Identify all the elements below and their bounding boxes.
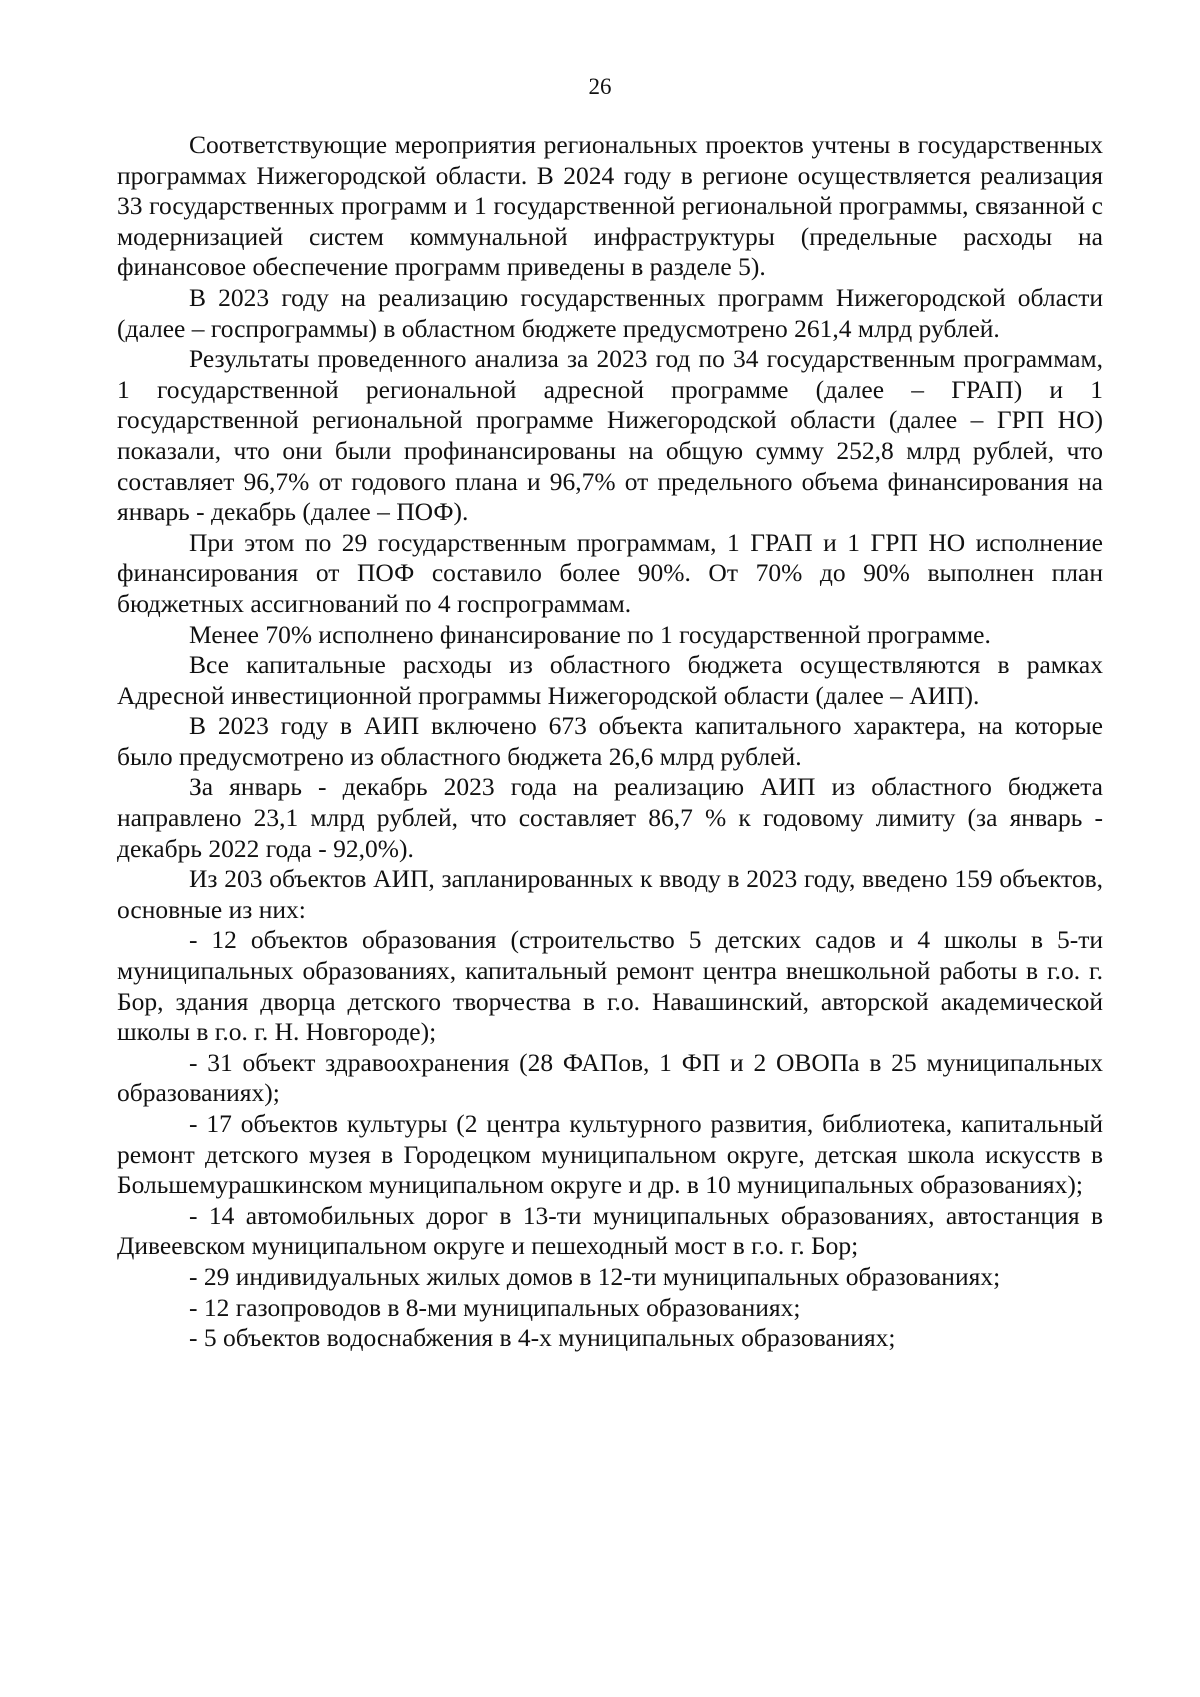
paragraph-aip-objects: В 2023 году в АИП включено 673 объекта капитального характера, на которые было предусмотрено из областного бюджета 26,6 млрд рублей. [117,711,1103,771]
paragraph-state-programs-budget: В 2023 году на реализацию государственных программ Нижегородской области (далее – госпрограммы) в областном бюджете предусмотрено 261,4 млрд рублей. [117,282,1103,343]
list-item-education: - 12 объектов образования (строительство 5 детских садов и 4 школы в 5-ти муниципальных образованиях, капитальный ремонт центра внешкольной работы в г.о. г. Бор, здания дворца детского творчества в г.о. Навашинский, авторской академической школы в г.о. г. Н. Новгороде); [117,925,1103,1047]
list-item-housing: - 29 индивидуальных жилых домов в 12-ти муниципальных образованиях; [189,1261,1001,1291]
page-number: 26 [588,74,612,99]
paragraph-analysis-results: Результаты проведенного анализа за 2023 год по 34 государственным программам, 1 государственной региональной адресной программе (далее – ГРАП) и 1 государственной региональной программе Нижегородской области (далее – ГРП НО) показали, что они были профинансированы на общую сумму 252,8 млрд рублей, что составляет 96,7% от годового плана и 96,7% от предельного объема финансирования на январь - декабрь (далее – ПОФ). [117,344,1103,527]
paragraph-execution-over-90: При этом по 29 государственным программам, 1 ГРАП и 1 ГРП НО исполнение финансирования от ПОФ составило более 90%. От 70% до 90% выполнен план бюджетных ассигнований по 4 госпрограммам. [117,527,1103,618]
paragraph-aip-funding: За январь - декабрь 2023 года на реализацию АИП из областного бюджета направлено 23,1 млрд рублей, что составляет 86,7 % к годовому лимиту (за январь - декабрь 2022 года - 92,0%). [117,772,1103,863]
list-item-water-supply: - 5 объектов водоснабжения в 4-х муниципальных образованиях; [189,1323,896,1353]
paragraph-regional-projects: Соответствующие мероприятия региональных проектов учтены в государственных программах Нижегородской области. В 2024 году в регионе осуществляется реализация 33 государственных программ и 1 государственной региональной программы, связанной с модернизацией систем коммунальной инфраструктуры (предельные расходы на финансовое обеспечение программ приведены в разделе 5). [117,130,1103,282]
list-item-roads: - 14 автомобильных дорог в 13-ти муниципальных образованиях, автостанция в Дивеевском муниципальном округе и пешеходный мост в г.о. г. Бор; [117,1200,1103,1261]
list-item-culture: - 17 объектов культуры (2 центра культурного развития, библиотека, капитальный ремонт детского музея в Городецком муниципальном округе, детская школа искусств в Большемурашкинском муниципальном округе и др. в 10 муниципальных образованиях); [117,1109,1103,1200]
list-item-healthcare: - 31 объект здравоохранения (28 ФАПов, 1 ФП и 2 ОВОПа в 25 муниципальных образованиях); [117,1047,1103,1108]
paragraph-aip-commissioned: Из 203 объектов АИП, запланированных к вводу в 2023 году, введено 159 объектов, основные из них: [117,864,1103,924]
body-text [117,130,1103,1354]
paragraph-execution-under-70: Менее 70% исполнено финансирование по 1 государственной программе. [189,619,991,649]
list-item-gas-pipelines: - 12 газопроводов в 8-ми муниципальных образованиях; [189,1292,801,1322]
paragraph-capital-expenses: Все капитальные расходы из областного бюджета осуществляются в рамках Адресной инвестиционной программы Нижегородской области (далее – АИП). [117,650,1103,710]
